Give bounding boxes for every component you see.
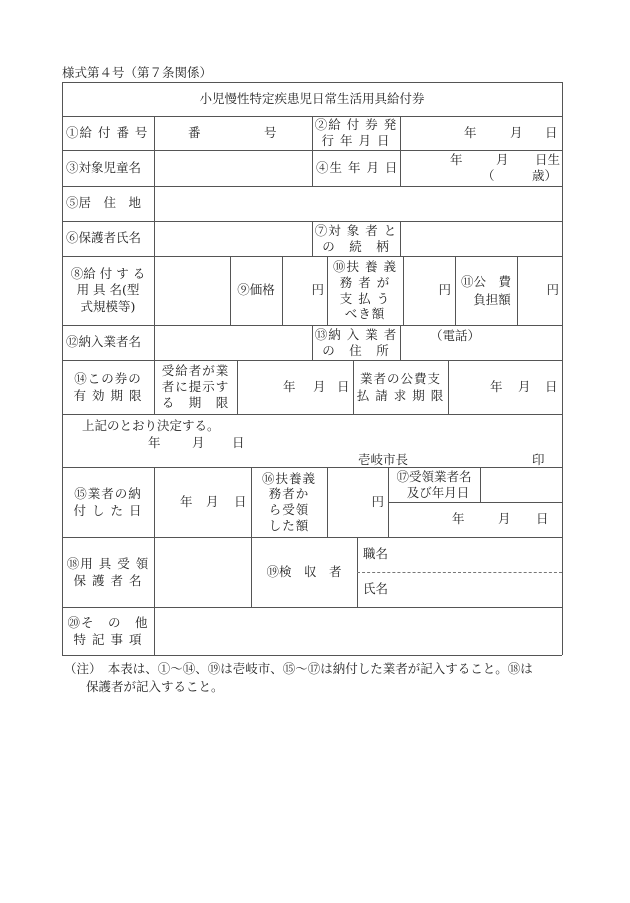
equipment-name-field[interactable] [154, 256, 230, 325]
month-unit: 月 [510, 124, 523, 140]
day-unit: 日 [545, 124, 558, 140]
grant-number-field[interactable] [154, 116, 312, 150]
phone-label: （電話） [430, 328, 481, 343]
seal-mark: 印 [532, 452, 545, 467]
month-unit: 月 [496, 152, 509, 167]
supplier-address-field[interactable] [400, 325, 562, 360]
guardian-payment-field[interactable] [403, 256, 451, 325]
decision-month: 月 [192, 435, 205, 450]
label-line: ⑯扶養義 [261, 470, 316, 486]
job-title-label: 職名 [363, 546, 389, 562]
label-line: 行 年 月 日 [321, 133, 391, 148]
inspector-title-field[interactable] [363, 537, 562, 572]
label-line: 有 効 期 限 [73, 388, 143, 403]
price-label: ⑨価格 [237, 282, 275, 298]
label-line: ⑦対 象 者 と [314, 222, 398, 238]
issue-date-label [312, 116, 400, 150]
label-line: ⑧給 付 す る [70, 266, 146, 282]
public-share-label [455, 256, 517, 325]
delivery-date-label [62, 467, 154, 537]
table-border-bottom [62, 655, 562, 656]
year-unit: 年 [452, 511, 465, 527]
guardian-payment-label [327, 256, 403, 325]
number-suffix: 号 [264, 124, 277, 140]
day-unit: 日 [234, 493, 247, 509]
label-line: 務者か [268, 486, 310, 502]
month-unit: 月 [206, 493, 219, 509]
label-line: ⑩扶 養 義 [333, 259, 397, 275]
yen-unit: 円 [371, 493, 384, 509]
label-line: 者に提示す [161, 378, 230, 394]
birthdate-label: ④生 年 月 日 [316, 159, 399, 175]
table-border-right [562, 82, 563, 655]
label-line: ②給 付 券 発 [314, 117, 398, 133]
birthdate-field[interactable] [400, 150, 562, 186]
decision-text: 上記のとおり決定する。 [82, 418, 220, 433]
equipment-name-label [62, 256, 154, 325]
received-amount-label [251, 467, 327, 537]
year-unit: 年 [180, 493, 193, 509]
receiver-date-field[interactable] [388, 502, 562, 537]
age-close: 歳） [532, 168, 558, 183]
label-line: 式規模等) [80, 298, 136, 314]
inspector-name-field[interactable] [363, 572, 562, 607]
label-line: 務 者 が [339, 274, 391, 290]
supplier-name-label: ⑫納入業者名 [66, 334, 142, 350]
number-prefix: 番 [188, 124, 201, 140]
other-notes-label [62, 607, 154, 655]
name-label: 氏名 [363, 581, 389, 597]
year-unit: 年 [450, 152, 463, 167]
yen-unit: 円 [311, 282, 324, 298]
issue-date-field[interactable] [400, 116, 562, 150]
label-line: 払 請 求 期 限 [356, 388, 445, 403]
month-unit: 月 [498, 511, 511, 527]
month-unit: 月 [313, 378, 326, 394]
residence-label: ⑤居 住 地 [66, 195, 142, 211]
year-unit: 年 [464, 124, 477, 140]
supplier-name-field[interactable] [154, 325, 312, 360]
inspector-label: ⑲検 収 者 [266, 563, 342, 579]
label-line: べき額 [344, 306, 386, 322]
residence-field[interactable] [154, 186, 562, 221]
relation-label [312, 221, 400, 256]
label-line: 特 記 事 項 [73, 632, 143, 647]
grant-number-label: ①給 付 番 号 [66, 124, 149, 140]
label-line: ⑱用 具 受 領 [66, 555, 150, 571]
label-line: る 期 限 [161, 395, 230, 411]
label-line: ⑰受領業者名 [396, 468, 472, 484]
decision-year: 年 [148, 435, 161, 450]
recipient-guardian-field[interactable] [154, 537, 251, 607]
child-name-label: ③対象児童名 [66, 159, 142, 175]
label-line: 支 払 う [339, 290, 391, 306]
yen-unit: 円 [438, 282, 451, 298]
month-unit: 月 [518, 378, 531, 394]
decision-day: 日 [232, 435, 245, 450]
note-line-1: （注） 本表は、①～⑭、⑲は壱岐市、⑮～⑰は納付した業者が記入すること。⑱は [64, 661, 533, 676]
label-line: 用 具 名(型 [76, 282, 140, 298]
receiver-name-field[interactable] [480, 467, 562, 502]
relation-field[interactable] [400, 221, 562, 256]
claim-deadline-field[interactable] [448, 360, 562, 414]
receiver-label [388, 467, 480, 502]
label-line: ⑭この券の [74, 370, 142, 386]
child-name-field[interactable] [154, 150, 312, 186]
note-line-2: 保護者が記入すること。 [86, 679, 224, 694]
delivery-date-field[interactable] [154, 467, 251, 537]
label-line: の 続 柄 [322, 238, 390, 254]
label-line: 負担額 [473, 291, 511, 307]
label-line: ⑳そ の 他 [67, 614, 149, 630]
claim-deadline-label [353, 360, 448, 414]
yen-unit: 円 [546, 282, 559, 298]
label-line: ら受領 [268, 502, 310, 517]
guardian-name-label: ⑥保護者氏名 [66, 230, 142, 246]
presentation-deadline-label [154, 360, 237, 414]
age-open: （ [482, 168, 495, 183]
day-unit: 日 [536, 511, 549, 527]
validity-label [62, 360, 154, 414]
mayor-title: 壱岐市長 [358, 452, 409, 467]
presentation-deadline-field[interactable] [237, 360, 353, 414]
day-born-unit: 日生 [535, 152, 561, 167]
row-divider [62, 414, 562, 415]
label-line: 付 し た 日 [73, 503, 143, 518]
label-line: ⑮業者の納 [74, 485, 142, 501]
label-line: 及び年月日 [406, 484, 470, 500]
price-field[interactable] [282, 256, 324, 325]
day-unit: 日 [337, 378, 350, 394]
form-title: 小児慢性特定疾患児日常生活用具給付券 [199, 90, 425, 106]
supplier-address-label [312, 325, 400, 360]
label-line: 業者の公費支 [359, 370, 441, 386]
recipient-guardian-label [62, 537, 154, 607]
label-line: 受給者が業 [161, 362, 230, 378]
label-line: ⑬納 入 業 者 [314, 326, 398, 342]
year-unit: 年 [490, 378, 503, 394]
day-unit: 日 [545, 378, 558, 394]
public-share-field[interactable] [517, 256, 559, 325]
label-line: 保 護 者 名 [73, 573, 143, 588]
label-line: の 住 所 [322, 342, 390, 358]
received-amount-field[interactable] [327, 467, 384, 537]
form-header: 様式第４号（第７条関係） [62, 65, 213, 80]
label-line: ⑪公 費 [460, 274, 511, 289]
label-line: した額 [268, 517, 310, 533]
year-unit: 年 [283, 378, 296, 394]
guardian-name-field[interactable] [154, 221, 312, 256]
other-notes-field[interactable] [154, 607, 562, 655]
